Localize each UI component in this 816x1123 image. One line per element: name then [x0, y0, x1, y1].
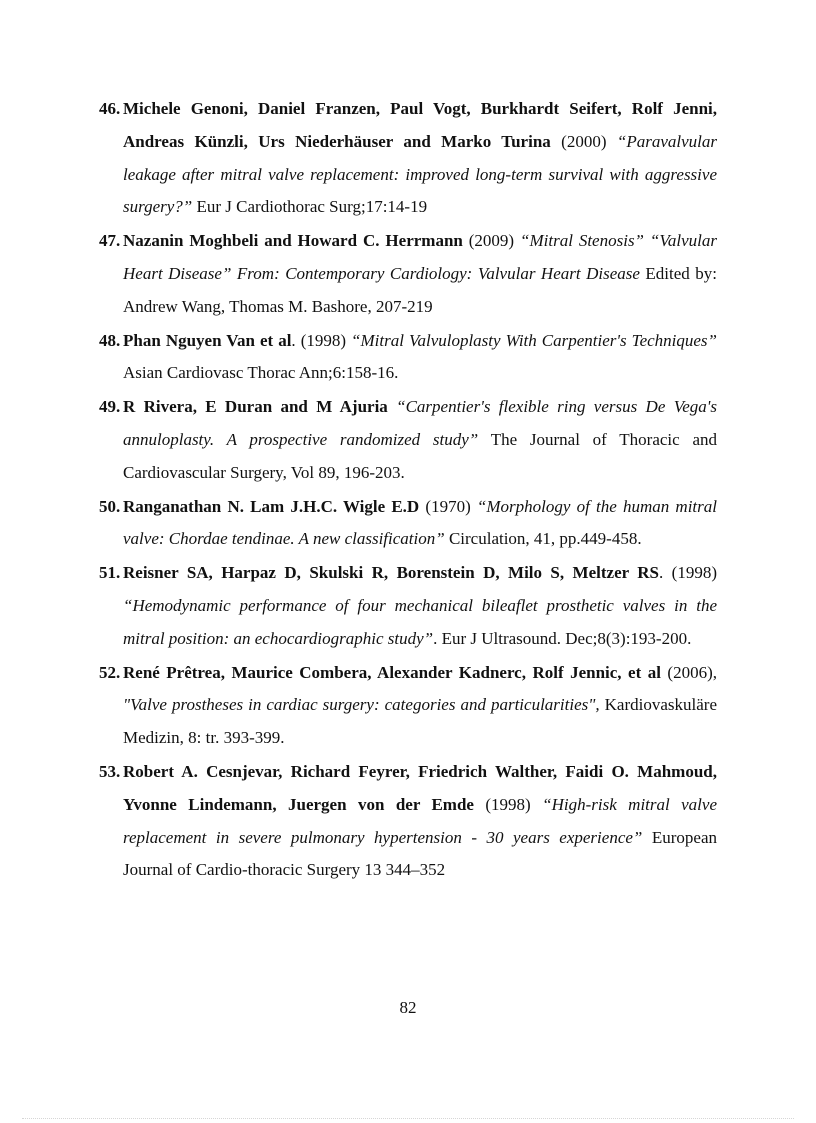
reference-item — [99, 93, 717, 224]
reference-item — [99, 325, 717, 391]
page-number: 82 — [399, 998, 417, 1017]
reference-year — [388, 397, 396, 416]
reference-item — [99, 657, 717, 755]
reference-source: Kardiovaskuläre Medizin, 8: tr. 393-399. — [123, 695, 717, 748]
reference-source: Asian Cardiovasc Thorac Ann;6:158-16. — [123, 363, 399, 383]
reference-number: 50. — [99, 496, 121, 516]
reference-year: . (1998) — [291, 330, 352, 350]
reference-authors: R Rivera, E Duran and M Ajuria — [123, 397, 388, 417]
reference-text — [123, 391, 717, 489]
reference-item — [99, 756, 717, 887]
reference-title: “Mitral Valvuloplasty With Carpentier's Techniques” — [351, 330, 717, 350]
reference-authors: Phan Nguyen Van et al — [123, 330, 292, 350]
reference-number: 47. — [99, 231, 121, 251]
reference-number: 52. — [99, 662, 121, 682]
reference-item — [99, 557, 717, 655]
reference-item — [99, 225, 717, 323]
reference-authors: Robert A. Cesnjevar, Richard Feyrer, Friedrich Walther, Faidi O. Mahmoud, Yvonne Lindemann, Juergen von der Emde — [123, 761, 717, 814]
reference-number: 46. — [99, 99, 121, 118]
reference-title: "Valve prostheses in cardiac surgery: categories and particularities", — [123, 695, 600, 715]
reference-authors: Nazanin Moghbeli and Howard C. Herrmann — [123, 231, 463, 251]
reference-item — [99, 391, 717, 489]
reference-title: “Carpentier's flexible ring versus De Vega's annuloplasty. A prospective randomized study” — [123, 397, 717, 449]
reference-authors: René Prêtrea, Maurice Combera, Alexander Kadnerc, Rolf Jennic, et al — [123, 662, 661, 682]
reference-source: Edited by: Andrew Wang, Thomas M. Bashore, 207-219 — [123, 263, 717, 316]
reference-number: 53. — [99, 761, 121, 781]
reference-number: 48. — [99, 330, 121, 350]
reference-text — [123, 225, 717, 323]
reference-item — [99, 491, 717, 557]
reference-year: (2006), — [660, 662, 717, 682]
footer-divider — [22, 1118, 794, 1119]
reference-source: European Journal of Cardio-thoracic Surgery 13 344–352 — [123, 827, 718, 880]
reference-year: (2000) — [550, 131, 617, 151]
reference-year: (2009) — [462, 231, 521, 251]
reference-text — [123, 491, 717, 557]
reference-text — [123, 325, 717, 391]
reference-source: Eur J Cardiothorac Surg;17:14-19 — [192, 197, 428, 217]
reference-authors: Ranganathan N. Lam J.H.C. Wigle E.D — [123, 496, 420, 516]
reference-title: “Paravalvular leakage after mitral valve replacement: improved long-term survival with aggressive surgery?” — [123, 131, 718, 217]
reference-year: . (1998) — [659, 563, 718, 583]
reference-list — [99, 93, 717, 888]
reference-number: 51. — [99, 563, 121, 583]
reference-title: “Hemodynamic performance of four mechanical bileaflet prosthetic valves in the mitral position: an echocardiographic study” — [123, 595, 717, 648]
reference-text — [123, 756, 717, 887]
reference-title: “Mitral Stenosis” “Valvular Heart Disease” From: Contemporary Cardiology: Valvular Heart Disease — [123, 231, 717, 283]
reference-title: “High-risk mitral valve replacement in severe pulmonary hypertension - 30 years experience” — [123, 794, 717, 847]
reference-authors: Michele Genoni, Daniel Franzen, Paul Vogt, Burkhardt Seifert, Rolf Jenni, Andreas Künzli, Urs Niederhäuser and Marko Turina — [123, 99, 717, 151]
reference-text — [123, 657, 717, 755]
reference-text — [123, 557, 717, 655]
reference-year: (1970) — [419, 496, 477, 516]
reference-title: “Morphology of the human mitral valve: Chordae tendinae. A new classification” — [123, 496, 717, 549]
reference-authors: Reisner SA, Harpaz D, Skulski R, Borenstein D, Milo S, Meltzer RS — [123, 563, 660, 583]
reference-source: The Journal of Thoracic and Cardiovascular Surgery, Vol 89, 196-203. — [123, 429, 717, 482]
reference-text — [123, 93, 717, 224]
reference-source: . Eur J Ultrasound. Dec;8(3):193-200. — [433, 628, 692, 648]
reference-source: Circulation, 41, pp.449-458. — [444, 529, 642, 549]
reference-number: 49. — [99, 397, 121, 417]
reference-year: (1998) — [473, 794, 543, 814]
